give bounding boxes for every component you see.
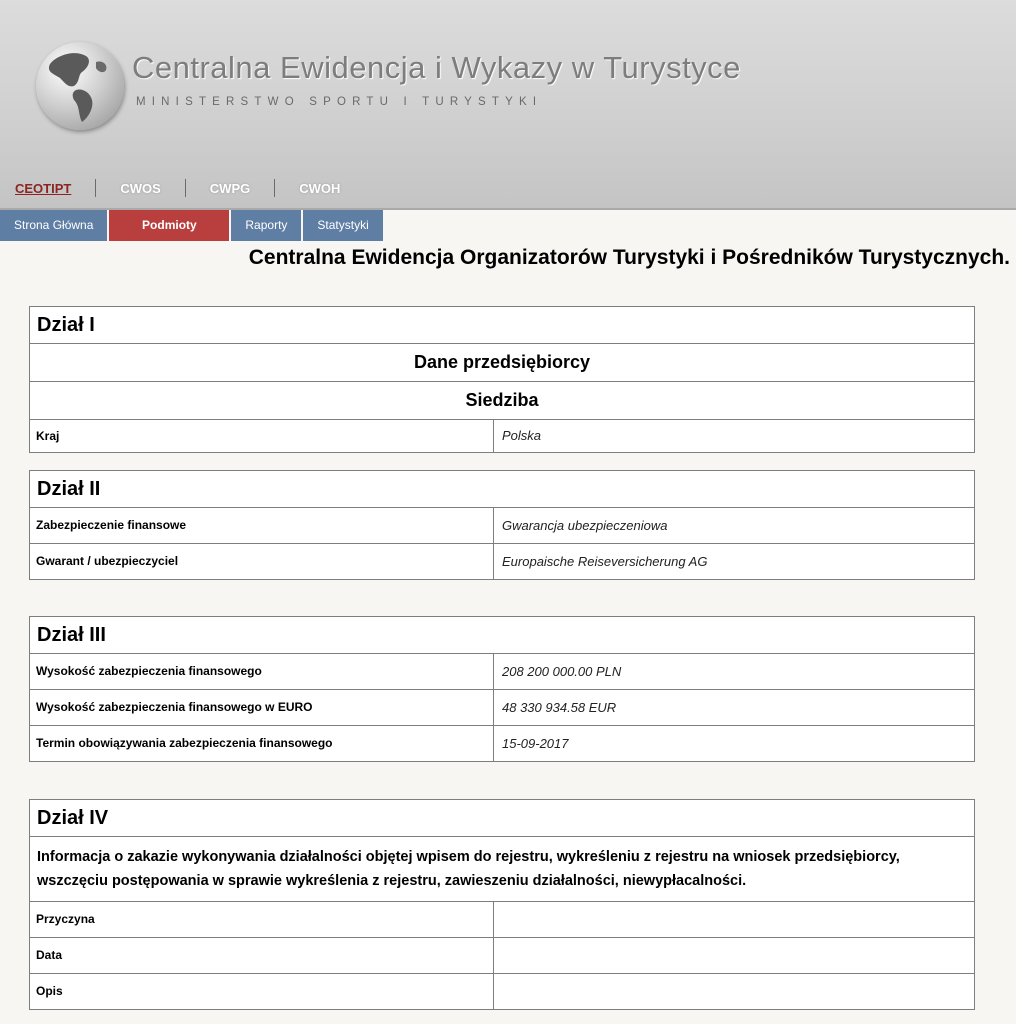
section-dzial-2 — [29, 470, 975, 580]
tab-strona-glowna[interactable]: Strona Główna — [0, 210, 107, 241]
row-label: Wysokość zabezpieczenia finansowego w EURO — [30, 690, 494, 725]
table-row — [30, 902, 974, 938]
row-value: Polska — [502, 428, 542, 443]
row-label: Wysokość zabezpieczenia finansowego — [30, 654, 494, 689]
section-subheading: Dane przedsiębiorcy — [30, 344, 974, 382]
table-row — [30, 726, 974, 761]
topnav-item-cwoh[interactable]: CWOH — [299, 180, 341, 196]
section-title: Dział II — [30, 471, 974, 508]
row-value — [494, 974, 974, 1009]
section-dzial-1 — [29, 306, 975, 453]
topnav-item-ceotipt[interactable]: CEOTIPT — [15, 180, 72, 196]
topnav-item-cwos[interactable]: CWOS — [120, 180, 161, 196]
section-title: Dział III — [30, 617, 974, 654]
section-title: Dział IV — [30, 800, 974, 837]
tab-statystyki[interactable]: Statystyki — [303, 210, 382, 241]
site-header — [0, 0, 1016, 210]
section-title: Dział I — [30, 307, 974, 344]
row-label: Zabezpieczenie finansowe — [30, 508, 494, 543]
row-value — [494, 902, 974, 937]
row-value: Gwarancja ubezpieczeniowa — [502, 518, 668, 533]
globe-icon — [36, 42, 124, 130]
row-label: Kraj — [30, 420, 494, 452]
table-row — [30, 544, 974, 579]
table-row — [30, 508, 974, 544]
tab-podmioty[interactable]: Podmioty — [109, 210, 229, 241]
site-subtitle: MINISTERSTWO SPORTU I TURYSTYKI — [136, 96, 543, 108]
tab-raporty[interactable]: Raporty — [231, 210, 301, 241]
row-value: 208 200 000.00 PLN — [502, 664, 622, 679]
row-label: Termin obowiązywania zabezpieczenia finansowego — [30, 726, 494, 761]
table-row — [30, 654, 974, 690]
row-label: Data — [30, 938, 494, 973]
row-value: 15-09-2017 — [502, 736, 569, 751]
topnav-item-cwpg[interactable]: CWPG — [209, 180, 251, 196]
table-row — [30, 974, 974, 1009]
tab-bar — [0, 210, 385, 241]
row-label: Opis — [30, 974, 494, 1009]
top-navigation — [0, 176, 364, 200]
site-title: Centralna Ewidencja i Wykazy w Turystyce — [132, 50, 741, 85]
row-label: Gwarant / ubezpieczyciel — [30, 544, 494, 579]
table-row — [30, 690, 974, 726]
section-info-text: Informacja o zakazie wykonywania działalności objętej wpisem do rejestru, wykreśleniu z rejestru na wniosek przedsiębiorcy, wszczęciu postępowania w sprawie wykreślenia z rejestru, zawieszeniu działalności, niewypłacalności. — [30, 837, 974, 902]
section-subheading: Siedziba — [30, 382, 974, 420]
row-value: Europaische Reiseversicherung AG — [502, 554, 708, 569]
table-row — [30, 420, 974, 452]
section-dzial-3 — [29, 616, 975, 762]
row-value — [494, 938, 974, 973]
row-label: Przyczyna — [30, 902, 494, 937]
row-value: 48 330 934.58 EUR — [502, 700, 617, 715]
page-title: Centralna Ewidencja Organizatorów Turystyki i Pośredników Turystycznych. — [248, 246, 1010, 269]
section-dzial-4 — [29, 799, 975, 1010]
table-row — [30, 938, 974, 974]
